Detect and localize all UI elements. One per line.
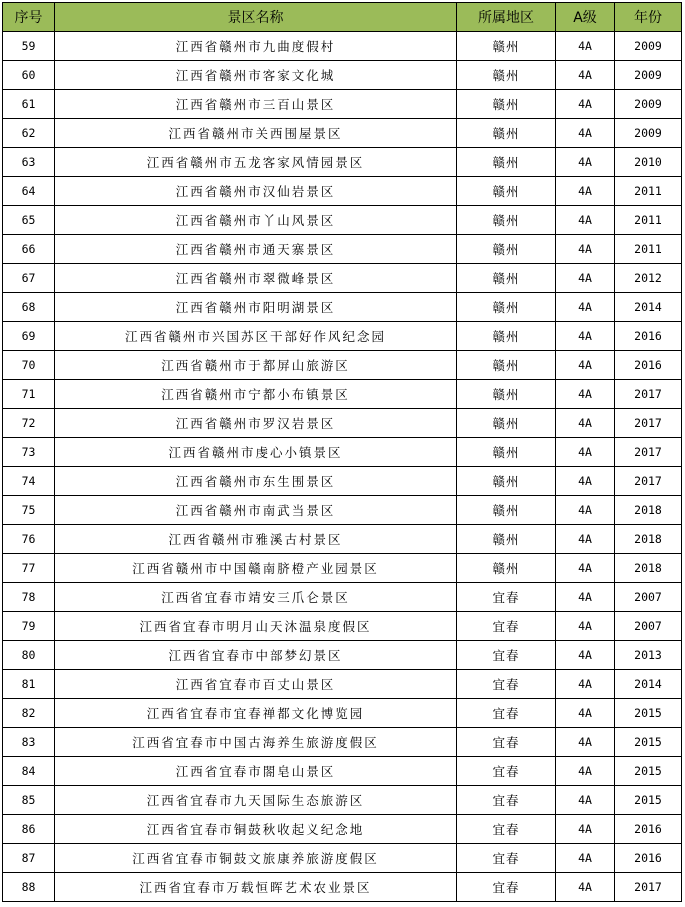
cell-no: 65 [3,206,55,235]
cell-level: 4A [556,148,615,177]
table-row [3,467,682,496]
cell-no: 79 [3,612,55,641]
table-row [3,844,682,873]
cell-level: 4A [556,757,615,786]
table-row [3,235,682,264]
table-row [3,873,682,902]
table-row [3,438,682,467]
cell-year: 2018 [615,496,682,525]
cell-region: 宜春 [457,757,556,786]
cell-level: 4A [556,641,615,670]
cell-no: 67 [3,264,55,293]
cell-name: 江西省赣州市丫山风景区 [55,206,457,235]
cell-name: 江西省赣州市兴国苏区干部好作风纪念园 [55,322,457,351]
cell-region: 赣州 [457,554,556,583]
table-row [3,554,682,583]
cell-name: 江西省宜春市铜鼓文旅康养旅游度假区 [55,844,457,873]
cell-no: 72 [3,409,55,438]
cell-region: 宜春 [457,583,556,612]
table-row [3,583,682,612]
cell-name: 江西省宜春市铜鼓秋收起义纪念地 [55,815,457,844]
cell-level: 4A [556,525,615,554]
table-header [3,3,682,32]
cell-region: 宜春 [457,728,556,757]
cell-name: 江西省赣州市关西围屋景区 [55,119,457,148]
cell-no: 82 [3,699,55,728]
header-no: 序号 [3,3,55,32]
table-row [3,786,682,815]
cell-year: 2014 [615,293,682,322]
cell-no: 84 [3,757,55,786]
cell-region: 赣州 [457,496,556,525]
cell-region: 赣州 [457,264,556,293]
cell-level: 4A [556,612,615,641]
cell-name: 江西省赣州市九曲度假村 [55,32,457,61]
cell-region: 赣州 [457,322,556,351]
cell-region: 赣州 [457,177,556,206]
cell-name: 江西省赣州市雅溪古村景区 [55,525,457,554]
cell-year: 2017 [615,380,682,409]
cell-no: 76 [3,525,55,554]
header-name: 景区名称 [55,3,457,32]
cell-year: 2013 [615,641,682,670]
cell-name: 江西省赣州市翠微峰景区 [55,264,457,293]
cell-no: 59 [3,32,55,61]
cell-year: 2017 [615,873,682,902]
cell-region: 宜春 [457,641,556,670]
cell-year: 2007 [615,612,682,641]
cell-region: 赣州 [457,235,556,264]
table-row [3,612,682,641]
table-row [3,293,682,322]
cell-name: 江西省宜春市中部梦幻景区 [55,641,457,670]
table-row [3,728,682,757]
cell-region: 赣州 [457,351,556,380]
cell-name: 江西省宜春市靖安三爪仑景区 [55,583,457,612]
table-row [3,322,682,351]
cell-no: 81 [3,670,55,699]
cell-name: 江西省赣州市东生围景区 [55,467,457,496]
cell-no: 71 [3,380,55,409]
cell-no: 80 [3,641,55,670]
cell-year: 2015 [615,786,682,815]
cell-level: 4A [556,583,615,612]
table-row [3,525,682,554]
cell-level: 4A [556,322,615,351]
cell-no: 74 [3,467,55,496]
cell-year: 2016 [615,815,682,844]
cell-no: 68 [3,293,55,322]
cell-name: 江西省宜春市明月山天沐温泉度假区 [55,612,457,641]
cell-no: 66 [3,235,55,264]
cell-level: 4A [556,844,615,873]
cell-name: 江西省赣州市虔心小镇景区 [55,438,457,467]
cell-year: 2011 [615,235,682,264]
table-row [3,264,682,293]
header-year: 年份 [615,3,682,32]
cell-no: 85 [3,786,55,815]
cell-year: 2017 [615,409,682,438]
cell-level: 4A [556,206,615,235]
cell-region: 赣州 [457,467,556,496]
cell-name: 江西省宜春市九天国际生态旅游区 [55,786,457,815]
table-row [3,119,682,148]
cell-no: 83 [3,728,55,757]
cell-level: 4A [556,670,615,699]
cell-region: 赣州 [457,148,556,177]
cell-no: 77 [3,554,55,583]
cell-year: 2009 [615,119,682,148]
table-row [3,815,682,844]
cell-no: 63 [3,148,55,177]
cell-year: 2016 [615,844,682,873]
cell-region: 赣州 [457,90,556,119]
table-row [3,61,682,90]
cell-level: 4A [556,32,615,61]
cell-no: 70 [3,351,55,380]
cell-level: 4A [556,235,615,264]
cell-name: 江西省赣州市于都屏山旅游区 [55,351,457,380]
cell-level: 4A [556,496,615,525]
header-region: 所属地区 [457,3,556,32]
cell-region: 宜春 [457,873,556,902]
cell-region: 赣州 [457,525,556,554]
cell-name: 江西省赣州市宁都小布镇景区 [55,380,457,409]
cell-region: 赣州 [457,409,556,438]
cell-name: 江西省赣州市南武当景区 [55,496,457,525]
cell-name: 江西省赣州市客家文化城 [55,61,457,90]
cell-level: 4A [556,351,615,380]
cell-year: 2017 [615,438,682,467]
cell-year: 2014 [615,670,682,699]
cell-name: 江西省赣州市罗汉岩景区 [55,409,457,438]
cell-name: 江西省赣州市汉仙岩景区 [55,177,457,206]
cell-region: 赣州 [457,61,556,90]
cell-level: 4A [556,177,615,206]
cell-region: 宜春 [457,815,556,844]
cell-name: 江西省宜春市百丈山景区 [55,670,457,699]
cell-no: 75 [3,496,55,525]
cell-level: 4A [556,409,615,438]
cell-year: 2017 [615,467,682,496]
cell-region: 宜春 [457,786,556,815]
table-row [3,148,682,177]
cell-region: 赣州 [457,119,556,148]
table-row [3,351,682,380]
cell-no: 87 [3,844,55,873]
cell-region: 宜春 [457,699,556,728]
cell-name: 江西省赣州市阳明湖景区 [55,293,457,322]
cell-year: 2018 [615,554,682,583]
cell-no: 64 [3,177,55,206]
table-row [3,670,682,699]
cell-no: 69 [3,322,55,351]
cell-region: 赣州 [457,206,556,235]
cell-region: 赣州 [457,293,556,322]
table-row [3,409,682,438]
cell-name: 江西省赣州市五龙客家风情园景区 [55,148,457,177]
table-row [3,32,682,61]
cell-year: 2009 [615,61,682,90]
cell-year: 2015 [615,757,682,786]
cell-year: 2018 [615,525,682,554]
cell-year: 2012 [615,264,682,293]
cell-level: 4A [556,699,615,728]
cell-no: 86 [3,815,55,844]
cell-name: 江西省宜春市宜春禅都文化博览园 [55,699,457,728]
header-level: A级 [556,3,615,32]
header-row [3,3,682,32]
cell-year: 2007 [615,583,682,612]
table-body [3,32,682,902]
scenic-spots-table [2,2,682,902]
cell-year: 2015 [615,728,682,757]
cell-level: 4A [556,786,615,815]
cell-no: 62 [3,119,55,148]
cell-no: 78 [3,583,55,612]
table-row [3,206,682,235]
cell-level: 4A [556,90,615,119]
cell-level: 4A [556,467,615,496]
table-row [3,496,682,525]
cell-year: 2009 [615,90,682,119]
cell-level: 4A [556,815,615,844]
cell-no: 60 [3,61,55,90]
table-row [3,177,682,206]
cell-name: 江西省宜春市万载恒晖艺术农业景区 [55,873,457,902]
table-row [3,757,682,786]
table-row [3,380,682,409]
cell-region: 宜春 [457,670,556,699]
table-row [3,90,682,119]
cell-year: 2016 [615,322,682,351]
cell-level: 4A [556,380,615,409]
cell-no: 88 [3,873,55,902]
cell-name: 江西省赣州市三百山景区 [55,90,457,119]
cell-region: 宜春 [457,612,556,641]
cell-name: 江西省赣州市中国赣南脐橙产业园景区 [55,554,457,583]
cell-level: 4A [556,264,615,293]
cell-name: 江西省宜春市閤皂山景区 [55,757,457,786]
cell-level: 4A [556,554,615,583]
cell-year: 2011 [615,206,682,235]
table-row [3,641,682,670]
cell-region: 赣州 [457,438,556,467]
cell-region: 赣州 [457,32,556,61]
cell-year: 2009 [615,32,682,61]
cell-no: 73 [3,438,55,467]
cell-name: 江西省赣州市通天寨景区 [55,235,457,264]
cell-region: 赣州 [457,380,556,409]
cell-level: 4A [556,438,615,467]
cell-year: 2016 [615,351,682,380]
cell-year: 2011 [615,177,682,206]
cell-year: 2015 [615,699,682,728]
cell-name: 江西省宜春市中国古海养生旅游度假区 [55,728,457,757]
cell-level: 4A [556,728,615,757]
cell-region: 宜春 [457,844,556,873]
cell-level: 4A [556,873,615,902]
cell-level: 4A [556,61,615,90]
cell-year: 2010 [615,148,682,177]
cell-level: 4A [556,293,615,322]
cell-level: 4A [556,119,615,148]
table-row [3,699,682,728]
cell-no: 61 [3,90,55,119]
